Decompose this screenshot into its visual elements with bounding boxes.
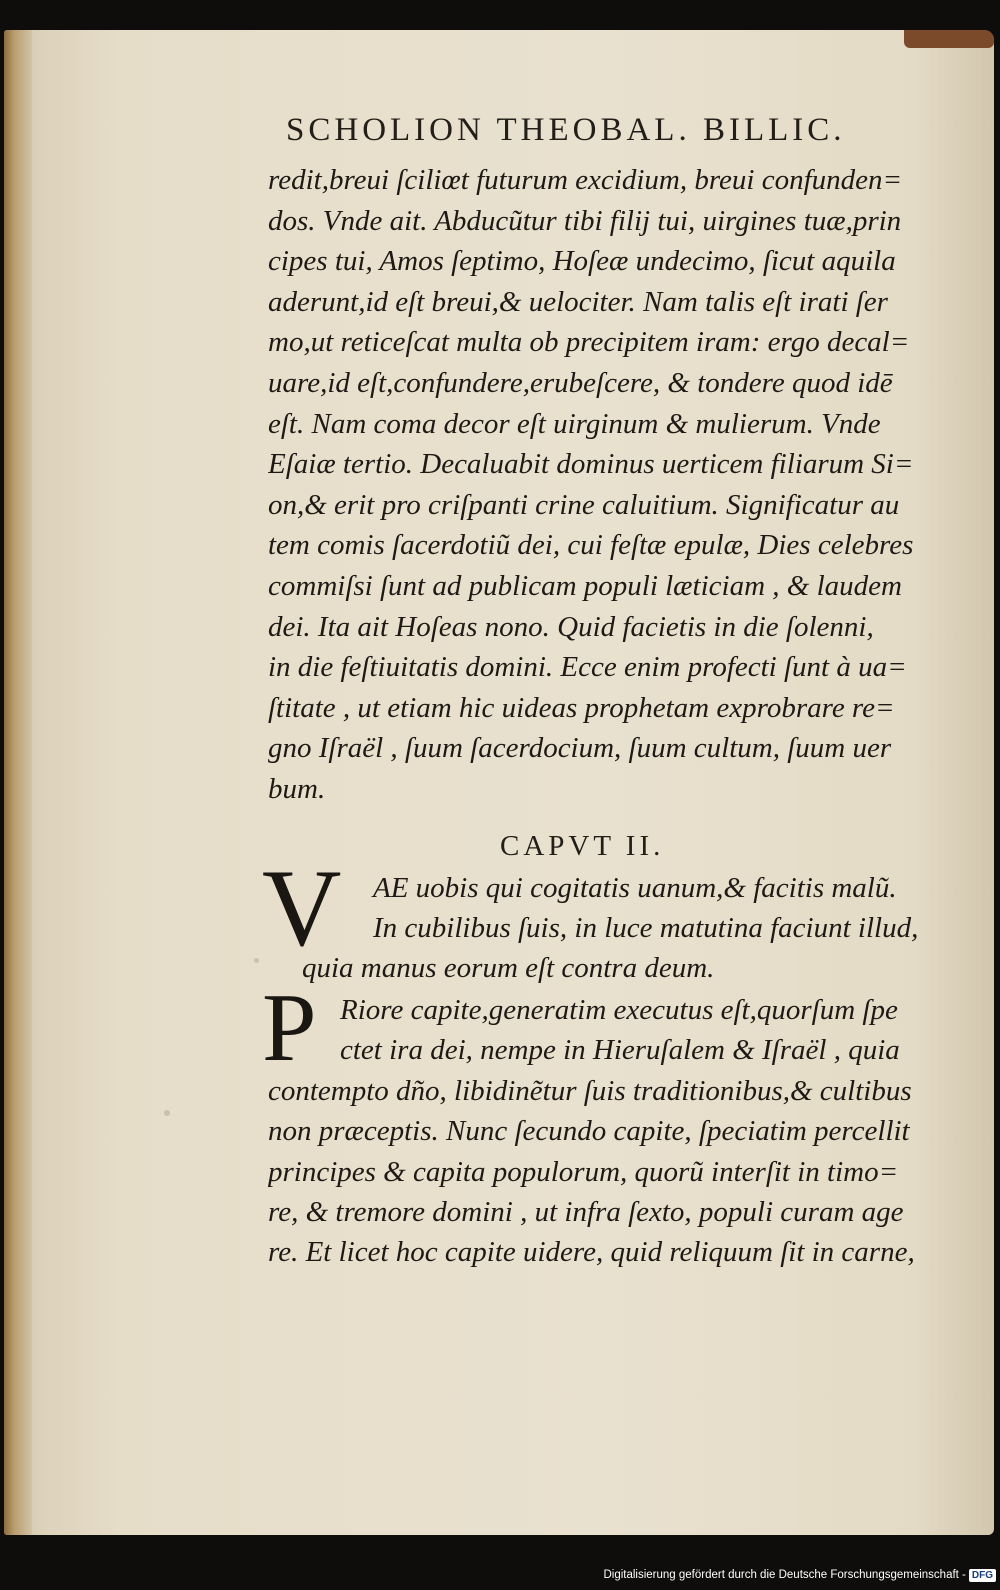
text-line: gno Iſraël , ſuum ſacerdocium, ſuum cultum, ſuum uer bbox=[268, 732, 892, 765]
text-line: tem comis ſacerdotiũ dei, cui feſtæ epulæ, Dies celebres bbox=[268, 529, 914, 562]
commentary-line: ctet ira dei, nempe in Hieruſalem & Iſraël , quia bbox=[340, 1034, 900, 1067]
text-line: dei. Ita ait Hoſeas nono. Quid facietis in die ſolenni, bbox=[268, 610, 874, 643]
commentary-dropcap: P bbox=[262, 974, 317, 1082]
verse-line: AE uobis qui cogitatis uanum,& facitis malũ. bbox=[373, 872, 897, 904]
page-binding-edge bbox=[4, 30, 32, 1535]
running-head: SCHOLION THEOBAL. BILLIC. bbox=[286, 112, 846, 148]
commentary-line: contempto dño, libidinẽtur ſuis traditionibus,& cultibus bbox=[268, 1074, 912, 1107]
text-line: commiſsi ſunt ad publicam populi læticiam , & laudem bbox=[268, 569, 902, 602]
ink-speck bbox=[254, 958, 259, 963]
funding-footer bbox=[603, 1565, 996, 1585]
funding-credit: Digitalisierung gefördert durch die Deutsche Forschungsgemeinschaft - bbox=[603, 1569, 966, 1581]
verse-line: quia manus eorum eſt contra deum. bbox=[302, 952, 715, 984]
commentary-line: re. Et licet hoc capite uidere, quid reliquum ſit in carne, bbox=[268, 1236, 915, 1269]
commentary-line: non præceptis. Nunc ſecundo capite, ſpeciatim percellit bbox=[268, 1115, 910, 1148]
dfg-logo: DFG bbox=[969, 1569, 996, 1582]
verse-line: In cubilibus ſuis, in luce matutina faciunt illud, bbox=[373, 912, 919, 944]
text-line: bum. bbox=[268, 772, 326, 805]
text-line: dos. Vnde ait. Abducũtur tibi filij tui, uirgines tuæ,prin bbox=[268, 204, 902, 237]
verse-text bbox=[268, 868, 928, 988]
verse-dropcap: V bbox=[262, 847, 342, 969]
text-line: redit,breui ſciliœt futurum excidium, breui confunden= bbox=[268, 164, 903, 196]
text-line: aderunt,id eſt breui,& uelociter. Nam talis eſt irati ſer bbox=[268, 285, 888, 318]
commentary-line: Riore capite,generatim executus eſt,quorſum ſpe bbox=[340, 994, 898, 1026]
text-line: on,& erit pro criſpanti crine caluitium. Significatur au bbox=[268, 488, 900, 521]
chapter-heading: CAPVT II. bbox=[500, 830, 665, 862]
continuation-text bbox=[268, 160, 928, 810]
commentary-text bbox=[268, 990, 928, 1273]
text-line: Eſaiæ tertio. Decaluabit dominus uerticem filiarum Si= bbox=[268, 448, 914, 481]
page-corner-tab bbox=[904, 30, 994, 48]
text-line: eſt. Nam coma decor eſt uirginum & mulierum. Vnde bbox=[268, 407, 881, 440]
commentary-line: principes & capita populorum, quorũ interſit in timo= bbox=[268, 1155, 899, 1188]
text-line: ſtitate , ut etiam hic uideas prophetam exprobrare re= bbox=[268, 691, 895, 724]
text-line: uare,id eſt,confundere,erubeſcere, & tondere quod idē bbox=[268, 366, 893, 399]
text-line: in die feſtiuitatis domini. Ecce enim profecti ſunt à ua= bbox=[268, 651, 907, 684]
text-line: cipes tui, Amos ſeptimo, Hoſeæ undecimo, ſicut aquila bbox=[268, 245, 896, 278]
ink-speck bbox=[164, 1110, 170, 1116]
commentary-line: re, & tremore domini , ut infra ſexto, populi curam age bbox=[268, 1195, 904, 1228]
text-line: mo,ut reticeſcat multa ob precipitem iram: ergo decal= bbox=[268, 326, 910, 359]
